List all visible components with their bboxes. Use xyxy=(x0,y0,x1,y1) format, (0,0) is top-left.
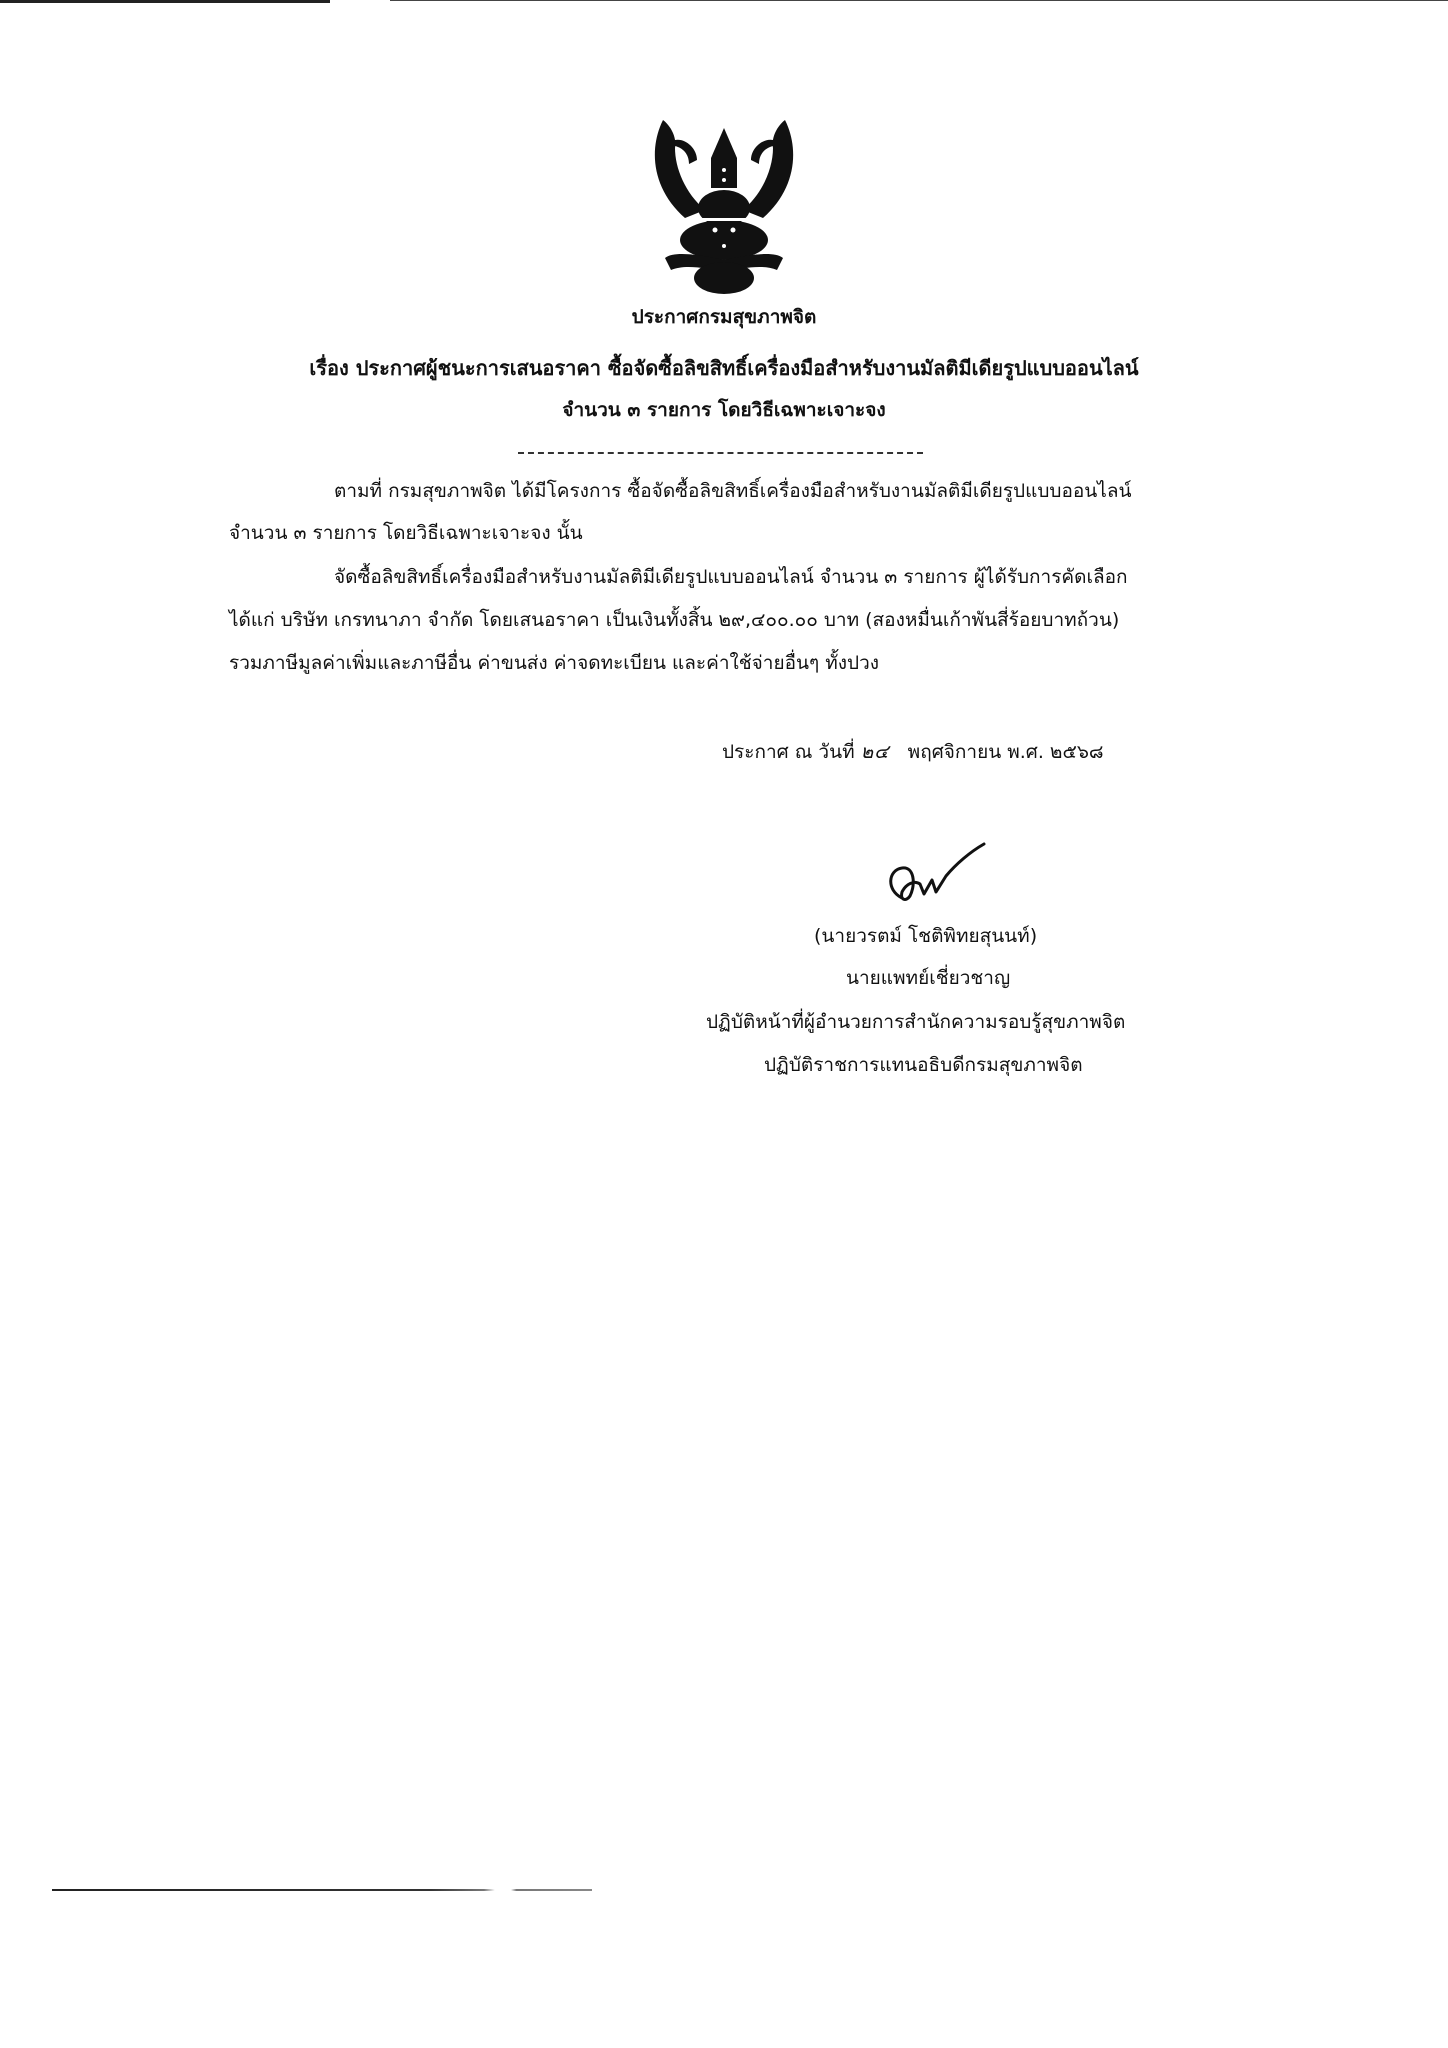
agency-heading: ประกาศกรมสุขภาพจิต xyxy=(631,306,817,328)
separator-rule xyxy=(518,452,923,454)
garuda-emblem-icon xyxy=(645,118,803,298)
paragraph-2-line-3: รวมภาษีมูลค่าเพิ่มและภาษีอื่น ค่าขนส่ง ค่าจดทะเบียน และค่าใช้จ่ายอื่นๆ ทั้งปวง xyxy=(229,652,880,674)
signature-icon xyxy=(880,840,990,920)
announcement-date xyxy=(722,740,1104,764)
scan-edge-line-top xyxy=(0,0,330,3)
date-day-handwritten: ๒๔ xyxy=(860,741,890,763)
signatory-position-2: ปฏิบัติหน้าที่ผู้อำนวยการสำนักความรอบรู้สุขภาพจิต xyxy=(706,1011,1126,1033)
signatory-position-1: นายแพทย์เชี่ยวชาญ xyxy=(846,967,1011,989)
paragraph-2-line-1: จัดซื้อลิขสิทธิ์เครื่องมือสำหรับงานมัลติมีเดียรูปแบบออนไลน์ จำนวน ๓ รายการ ผู้ได้รับการคัดเลือก xyxy=(334,566,1128,588)
paragraph-2-line-2: ได้แก่ บริษัท เกรทนาภา จำกัด โดยเสนอราคา เป็นเงินทั้งสิ้น ๒๙,๔๐๐.๐๐ บาท (สองหมื่นเก้าพันสี่ร้อยบาทถ้วน) xyxy=(229,609,1120,631)
scan-edge-line-top-thin xyxy=(390,0,1448,1)
scan-edge-line-bottom xyxy=(52,1889,592,1891)
signatory-name: (นายวรตม์ โชติพิทยสุนนท์) xyxy=(814,925,1038,947)
paragraph-1-line-1: ตามที่ กรมสุขภาพจิต ได้มีโครงการ ซื้อจัดซื้อลิขสิทธิ์เครื่องมือสำหรับงานมัลติมีเดียรูปแบบออนไลน์ xyxy=(334,480,1132,502)
date-prefix: ประกาศ ณ วันที่ xyxy=(722,741,855,763)
signatory-position-3: ปฏิบัติราชการแทนอธิบดีกรมสุขภาพจิต xyxy=(764,1054,1083,1076)
subject-line-2: จำนวน ๓ รายการ โดยวิธีเฉพาะเจาะจง xyxy=(562,399,886,421)
paragraph-1-line-2: จำนวน ๓ รายการ โดยวิธีเฉพาะเจาะจง นั้น xyxy=(229,522,583,544)
subject-line-1: เรื่อง ประกาศผู้ชนะการเสนอราคา ซื้อจัดซื้อลิขสิทธิ์เครื่องมือสำหรับงานมัลติมีเดียรูปแบบออนไลน์ xyxy=(309,356,1139,380)
date-month-year: พฤศจิกายน พ.ศ. ๒๕๖๘ xyxy=(907,741,1104,763)
